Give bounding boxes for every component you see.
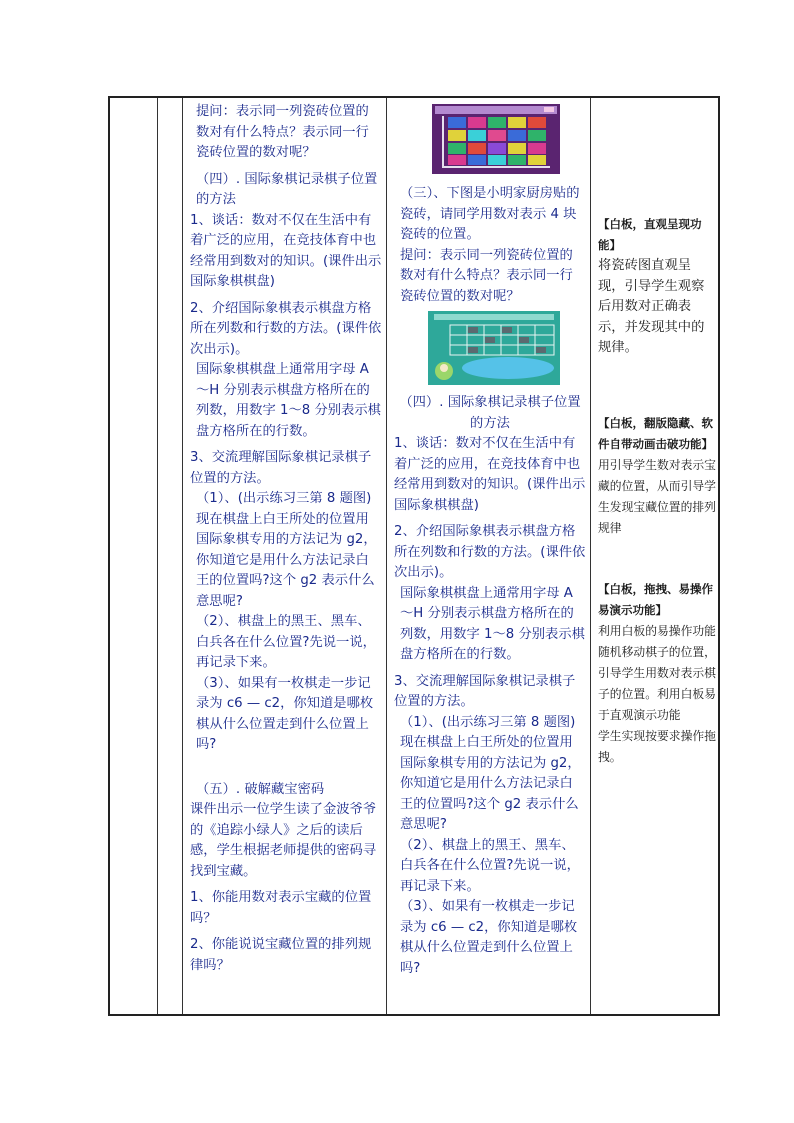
- paragraph: （1）、(出示练习三第 8 题图) 现在棋盘上白王所处的位置用国际象棋专用的方法记为 g2，你知道它是用什么方法记录白王的位置吗?这个 g2 表示什么意思呢?: [196, 491, 377, 609]
- column-divider: [590, 98, 591, 1014]
- note-title: 【白板，直观呈现功能】: [598, 217, 702, 252]
- paragraph: 提问：表示同一列瓷砖位置的数对有什么特点？表示同一行瓷砖位置的数对呢？: [196, 104, 369, 160]
- paragraph: （3）、如果有一枚棋走一步记录为 c6 — c2，你知道是哪枚棋从什么位置走到什么位置上吗?: [196, 675, 374, 752]
- paragraph: 2、介绍国际象棋表示棋盘方格所在列数和行数的方法。(课件依次出示)。: [394, 524, 586, 580]
- section-heading: （五）. 破解藏宝密码: [196, 781, 325, 797]
- paragraph: 国际象棋棋盘上通常用字母 A～H 分别表示棋盘方格所在的列数，用数字 1～8 分别表示棋盘方格所在的行数。: [400, 585, 585, 662]
- kitchen-tile-image: [432, 104, 560, 174]
- note-title: 【白板，拖拽、易操作易演示功能】: [598, 581, 713, 617]
- paragraph: 2、你能说说宝藏位置的排列规律吗？: [190, 937, 372, 973]
- paragraph: （2）、棋盘上的黑王、黑车、白兵各在什么位置?先说一说，再记录下来。: [196, 614, 376, 670]
- paragraph: 课件出示一位学生读了金波爷爷的《追踪小绿人》之后的读后感，学生根据老师提供的密码寻找到宝藏。: [190, 802, 377, 879]
- teaching-content-column: [184, 98, 386, 1014]
- lesson-table: [108, 96, 720, 1016]
- column-divider: [157, 98, 158, 1014]
- note-body: 用引导学生数对表示宝藏的位置，从而引导学生发现宝藏位置的排列规律: [598, 457, 716, 535]
- paragraph: （3）、如果有一枚棋走一步记录为 c6 — c2，你知道是哪枚棋从什么位置走到什么位置上吗?: [400, 899, 578, 976]
- paragraph: 1、谈话：数对不仅在生活中有着广泛的应用，在竞技体育中也经常用到数对的知识。(课件出示国际象棋棋盘): [190, 212, 382, 289]
- note-title: 【白板，翻版隐藏、软件自带动画击破功能】: [598, 415, 713, 451]
- paragraph: 2、介绍国际象棋表示棋盘方格所在列数和行数的方法。(课件依次出示)。: [190, 300, 382, 357]
- paragraph: （三）、下图是小明家厨房贴的瓷砖，请同学用数对表示 4 块瓷砖的位置。: [400, 186, 580, 242]
- paragraph: （2）、棋盘上的黑王、黑车、白兵各在什么位置?先说一说，再记录下来。: [400, 837, 580, 894]
- column-divider: [386, 98, 387, 1014]
- paragraph: 国际象棋棋盘上通常用字母 A～H 分别表示棋盘方格所在的列数，用数字 1～8 分别表示棋盘方格所在的行数。: [196, 362, 381, 439]
- section-heading: （四）. 国际象棋记录棋子位置的方法: [196, 171, 378, 207]
- column-divider: [182, 98, 183, 1014]
- paragraph: （1）、(出示练习三第 8 题图) 现在棋盘上白王所处的位置用国际象棋专用的方法记为 g2，你知道它是用什么方法记录白王的位置吗?这个 g2 表示什么意思呢?: [400, 714, 581, 832]
- note-body: 学生实现按要求操作拖拽。: [598, 728, 716, 764]
- note-body: 将瓷砖图直观呈现，引导学生观察后用数对正确表示，并发现其中的规律。: [598, 258, 705, 355]
- note-body: 利用白板的易操作功能随机移动棋子的位置，引导学生用数对表示棋子的位置。利用白板易于直观演示功能: [598, 623, 716, 722]
- whiteboard-notes-column: [592, 98, 720, 1014]
- section-heading: （四）. 国际象棋记录棋子位置的方法: [399, 395, 581, 431]
- paragraph: 1、你能用数对表示宝藏的位置吗？: [190, 890, 372, 926]
- student-activity-column: [388, 98, 590, 1014]
- paragraph: 3、交流理解国际象棋记录棋子位置的方法。: [190, 450, 372, 486]
- paragraph: 提问：表示同一列瓷砖位置的数对有什么特点？表示同一行瓷砖位置的数对呢？: [400, 247, 573, 304]
- paragraph: 3、交流理解国际象棋记录棋子位置的方法。: [394, 673, 576, 709]
- treasure-grid-image: [428, 311, 560, 385]
- paragraph: 1、谈话：数对不仅在生活中有着广泛的应用，在竞技体育中也经常用到数对的知识。(课件出示国际象棋棋盘): [394, 436, 586, 513]
